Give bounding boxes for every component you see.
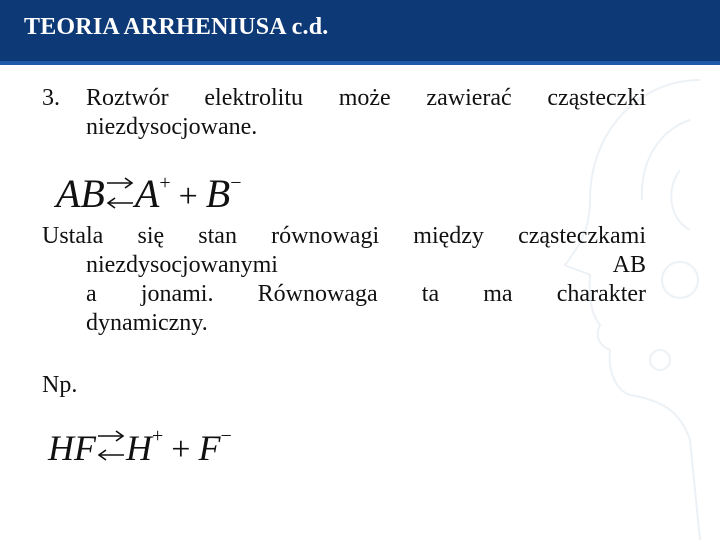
paragraph-line-1: Ustala się stan równowagi między cząsteczkami bbox=[42, 223, 646, 249]
eq2-anion: F bbox=[198, 428, 221, 468]
paragraph-line-3: a jonami. Równowaga ta ma charakter bbox=[86, 281, 646, 307]
eq2-reactant: HF bbox=[48, 428, 96, 468]
eq2-cation: H bbox=[126, 428, 152, 468]
equilibrium-arrows-icon bbox=[96, 425, 126, 465]
eq2-cation-charge: + bbox=[152, 425, 164, 447]
eq2-plus: + bbox=[171, 431, 191, 468]
paragraph-line-2: niezdysocjowanymi AB bbox=[86, 252, 646, 278]
equilibrium-arrows-icon bbox=[105, 170, 135, 210]
equilibrium-paragraph bbox=[42, 222, 646, 338]
equation-ab-dissociation bbox=[56, 170, 242, 217]
eq1-anion: B bbox=[205, 171, 231, 216]
eq1-cation-charge: + bbox=[159, 172, 171, 194]
eq2-anion-charge: − bbox=[220, 425, 232, 447]
equation-hf-dissociation bbox=[48, 425, 232, 469]
point-number: 3. bbox=[42, 85, 60, 111]
point-3 bbox=[42, 84, 646, 142]
example-label: Np. bbox=[42, 372, 78, 398]
eq1-reactant: AB bbox=[56, 171, 105, 216]
eq1-cation: A bbox=[134, 171, 160, 216]
slide-title: TEORIA ARRHENIUSA c.d. bbox=[24, 14, 329, 40]
point-line-2: niezdysocjowane. bbox=[86, 114, 258, 140]
paragraph-line-4: dynamiczny. bbox=[86, 310, 208, 336]
eq1-anion-charge: − bbox=[230, 172, 242, 194]
point-line-1: Roztwór elektrolitu może zawierać cząsteczki bbox=[86, 85, 646, 111]
title-bar bbox=[0, 0, 720, 65]
eq1-plus: + bbox=[178, 178, 198, 215]
